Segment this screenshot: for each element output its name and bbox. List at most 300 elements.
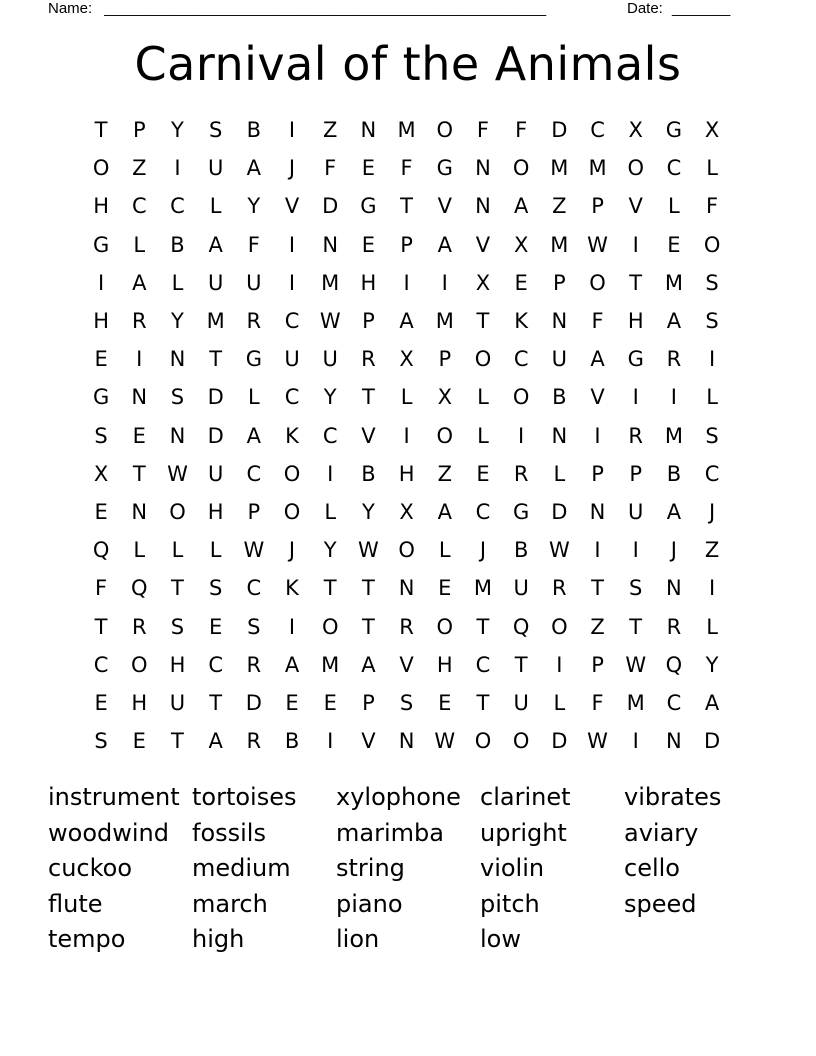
grid-letter[interactable]: L xyxy=(209,194,222,219)
grid-letter[interactable]: X xyxy=(437,385,452,410)
grid-letter[interactable]: U xyxy=(628,499,644,524)
grid-letter[interactable]: N xyxy=(398,576,415,601)
grid-letter[interactable]: I xyxy=(327,729,334,754)
grid-letter[interactable]: I xyxy=(403,270,410,295)
grid-letter[interactable]: O xyxy=(283,499,301,524)
grid-letter[interactable]: A xyxy=(437,232,452,257)
grid-letter[interactable]: H xyxy=(207,499,224,524)
grid-letter[interactable]: T xyxy=(171,729,184,754)
grid-letter[interactable]: M xyxy=(550,232,569,257)
grid-letter[interactable]: W xyxy=(548,538,570,563)
grid-letter[interactable]: C xyxy=(170,194,185,219)
grid-letter[interactable]: I xyxy=(518,423,525,448)
grid-letter[interactable]: X xyxy=(704,118,720,143)
grid-letter[interactable]: L xyxy=(668,194,680,219)
grid-letter[interactable]: O xyxy=(512,156,530,181)
grid-letter[interactable]: U xyxy=(207,461,224,486)
grid-letter[interactable]: A xyxy=(361,652,376,677)
grid-letter[interactable]: C xyxy=(246,461,262,486)
grid-letter[interactable]: P xyxy=(553,270,566,295)
grid-letter[interactable]: M xyxy=(664,270,683,295)
grid-letter[interactable]: H xyxy=(93,194,109,219)
grid-letter[interactable]: S xyxy=(705,423,719,448)
grid-letter[interactable]: P xyxy=(438,347,452,372)
grid-letter[interactable]: O xyxy=(474,729,492,754)
grid-letter[interactable]: L xyxy=(477,423,489,448)
grid-letter[interactable]: F xyxy=(324,156,337,181)
grid-letter[interactable]: T xyxy=(514,652,528,677)
grid-letter[interactable]: A xyxy=(399,309,414,334)
grid-letter[interactable]: Z xyxy=(590,614,605,639)
grid-letter[interactable]: C xyxy=(590,118,605,143)
grid-letter[interactable]: I xyxy=(708,347,716,372)
word-list-item: marimba xyxy=(336,818,444,847)
word-list-item: aviary xyxy=(624,818,699,847)
grid-letter[interactable]: S xyxy=(94,423,108,448)
grid-letter[interactable]: P xyxy=(591,461,604,486)
grid-letter[interactable]: V xyxy=(475,232,491,257)
grid-letter[interactable]: P xyxy=(362,309,375,334)
grid-letter[interactable]: O xyxy=(283,461,301,486)
grid-letter[interactable]: R xyxy=(361,347,376,372)
grid-letter[interactable]: Y xyxy=(171,118,184,143)
grid-letter[interactable]: P xyxy=(132,118,146,143)
grid-letter[interactable]: R xyxy=(246,729,262,754)
grid-letter[interactable]: R xyxy=(552,576,567,601)
grid-letter[interactable]: C xyxy=(284,309,300,334)
grid-letter[interactable]: T xyxy=(171,576,184,601)
word-list-item: low xyxy=(480,925,521,954)
grid-letter[interactable]: J xyxy=(479,538,487,563)
grid-letter[interactable]: H xyxy=(398,461,415,486)
grid-letter[interactable]: T xyxy=(323,576,337,601)
grid-letter[interactable]: S xyxy=(399,690,414,715)
grid-letter[interactable]: M xyxy=(473,576,493,601)
grid-letter[interactable]: N xyxy=(666,576,682,601)
grid-letter[interactable]: N xyxy=(131,499,148,524)
grid-letter[interactable]: E xyxy=(438,576,452,601)
grid-letter[interactable]: G xyxy=(360,194,377,219)
grid-letter[interactable]: L xyxy=(706,385,718,410)
grid-letter[interactable]: L xyxy=(171,538,184,563)
grid-letter[interactable]: O xyxy=(436,423,454,448)
grid-letter[interactable]: R xyxy=(666,614,682,639)
grid-letter[interactable]: G xyxy=(92,385,110,410)
grid-letter[interactable]: X xyxy=(399,347,414,372)
grid-letter[interactable]: U xyxy=(551,347,568,372)
grid-letter[interactable]: N xyxy=(131,385,148,410)
grid-letter[interactable]: X xyxy=(399,499,414,524)
grid-letter[interactable]: S xyxy=(705,309,719,334)
grid-letter[interactable]: O xyxy=(589,270,606,295)
grid-letter[interactable]: L xyxy=(171,270,184,295)
grid-letter[interactable]: E xyxy=(323,690,337,715)
grid-letter[interactable]: A xyxy=(246,423,262,448)
grid-letter[interactable]: D xyxy=(704,729,721,754)
grid-letter[interactable]: T xyxy=(476,690,490,715)
grid-letter[interactable]: I xyxy=(136,347,143,372)
grid-letter[interactable]: M xyxy=(206,309,225,334)
grid-letter[interactable]: T xyxy=(94,118,108,143)
grid-letter[interactable]: M xyxy=(321,652,340,677)
grid-letter[interactable]: N xyxy=(475,194,491,219)
page-title: Carnival of the Animals xyxy=(134,37,682,91)
grid-letter[interactable]: C xyxy=(131,194,147,219)
grid-letter[interactable]: I xyxy=(670,385,677,410)
grid-letter[interactable]: Q xyxy=(665,652,683,677)
grid-letter[interactable]: L xyxy=(553,461,566,486)
grid-letter[interactable]: W xyxy=(587,729,608,754)
grid-letter[interactable]: N xyxy=(551,423,568,448)
grid-letter[interactable]: T xyxy=(400,194,413,219)
grid-letter[interactable]: G xyxy=(245,347,262,372)
grid-letter[interactable]: G xyxy=(436,156,453,181)
grid-letter[interactable]: A xyxy=(437,499,452,524)
grid-letter[interactable]: S xyxy=(170,385,185,410)
grid-letter[interactable]: L xyxy=(209,538,222,563)
grid-letter[interactable]: A xyxy=(246,156,262,181)
grid-letter[interactable]: E xyxy=(132,423,146,448)
grid-letter[interactable]: K xyxy=(285,423,299,448)
grid-letter[interactable]: I xyxy=(288,614,296,639)
grid-letter[interactable]: T xyxy=(209,690,223,715)
grid-letter[interactable]: F xyxy=(591,309,604,334)
grid-letter[interactable]: P xyxy=(591,652,604,677)
grid-letter[interactable]: R xyxy=(131,309,147,334)
grid-letter[interactable]: I xyxy=(288,270,296,295)
grid-letter[interactable]: C xyxy=(513,347,529,372)
grid-letter[interactable]: U xyxy=(284,347,300,372)
grid-letter[interactable]: V xyxy=(361,423,376,448)
grid-letter[interactable]: M xyxy=(664,423,683,448)
grid-letter[interactable]: N xyxy=(551,309,568,334)
grid-letter[interactable]: E xyxy=(514,270,528,295)
grid-letter[interactable]: F xyxy=(515,118,528,143)
grid-letter[interactable]: H xyxy=(131,690,148,715)
grid-letter[interactable]: I xyxy=(556,652,563,677)
grid-letter[interactable]: R xyxy=(628,423,644,448)
grid-letter[interactable]: M xyxy=(626,690,645,715)
word-list-item: lion xyxy=(336,925,380,954)
grid-letter[interactable]: N xyxy=(475,156,491,181)
grid-letter[interactable]: N xyxy=(322,232,339,257)
grid-letter[interactable]: U xyxy=(169,690,186,715)
grid-letter[interactable]: L xyxy=(400,385,413,410)
grid-letter[interactable]: W xyxy=(319,309,341,334)
grid-letter[interactable]: I xyxy=(632,729,639,754)
date-input-line[interactable]: _______ xyxy=(672,0,731,17)
grid-letter[interactable]: N xyxy=(666,729,682,754)
grid-letter[interactable]: O xyxy=(512,385,530,410)
grid-letter[interactable]: J xyxy=(288,538,296,563)
grid-letter[interactable]: C xyxy=(246,576,262,601)
grid-letter[interactable]: I xyxy=(594,423,601,448)
grid-letter[interactable]: L xyxy=(133,538,146,563)
grid-letter[interactable]: O xyxy=(398,538,415,563)
grid-letter[interactable]: E xyxy=(285,690,299,715)
grid-letter[interactable]: Y xyxy=(323,385,337,410)
grid-letter[interactable]: C xyxy=(475,499,491,524)
grid-letter[interactable]: I xyxy=(632,385,639,410)
grid-letter[interactable]: R xyxy=(246,652,262,677)
grid-letter[interactable]: D xyxy=(551,499,568,524)
grid-letter[interactable]: K xyxy=(285,576,299,601)
grid-letter[interactable]: O xyxy=(321,614,339,639)
grid-letter[interactable]: S xyxy=(705,270,719,295)
grid-letter[interactable]: G xyxy=(92,232,110,257)
grid-letter[interactable]: D xyxy=(551,118,568,143)
word-list-item: instrument xyxy=(48,783,180,811)
grid-letter[interactable]: M xyxy=(321,270,340,295)
grid-letter[interactable]: N xyxy=(169,423,186,448)
grid-letter[interactable]: U xyxy=(207,270,224,295)
grid-letter[interactable]: R xyxy=(666,347,682,372)
grid-letter[interactable]: X xyxy=(628,118,643,143)
grid-letter[interactable]: D xyxy=(551,729,568,754)
grid-letter[interactable]: F xyxy=(706,194,719,219)
grid-letter[interactable]: W xyxy=(358,538,379,563)
grid-letter[interactable]: H xyxy=(360,270,377,295)
grid-letter[interactable]: D xyxy=(245,690,262,715)
grid-letter[interactable]: I xyxy=(97,270,105,295)
grid-letter[interactable]: T xyxy=(94,614,108,639)
grid-letter[interactable]: P xyxy=(362,690,375,715)
grid-letter[interactable]: H xyxy=(436,652,453,677)
grid-letter[interactable]: E xyxy=(438,690,452,715)
grid-letter[interactable]: O xyxy=(92,156,110,181)
grid-letter[interactable]: S xyxy=(247,614,261,639)
grid-letter[interactable]: I xyxy=(441,270,448,295)
grid-letter[interactable]: A xyxy=(208,232,223,257)
grid-letter[interactable]: A xyxy=(513,194,529,219)
grid-letter[interactable]: A xyxy=(704,690,720,715)
grid-letter[interactable]: U xyxy=(207,156,224,181)
grid-letter[interactable]: I xyxy=(288,232,296,257)
grid-letter[interactable]: E xyxy=(667,232,681,257)
grid-letter[interactable]: Y xyxy=(247,194,261,219)
grid-letter[interactable]: J xyxy=(670,538,677,563)
grid-letter[interactable]: Y xyxy=(361,499,375,524)
grid-letter[interactable]: Z xyxy=(132,156,147,181)
grid-letter[interactable]: F xyxy=(95,576,108,601)
grid-letter[interactable]: L xyxy=(477,385,489,410)
grid-letter[interactable]: W xyxy=(167,461,188,486)
grid-letter[interactable]: L xyxy=(553,690,566,715)
grid-letter[interactable]: G xyxy=(513,499,530,524)
grid-letter[interactable]: X xyxy=(93,461,109,486)
grid-letter[interactable]: Q xyxy=(131,576,148,601)
grid-letter[interactable]: S xyxy=(170,614,185,639)
grid-letter[interactable]: M xyxy=(588,156,607,181)
grid-letter[interactable]: B xyxy=(170,232,185,257)
grid-letter[interactable]: C xyxy=(284,385,300,410)
grid-letter[interactable]: E xyxy=(361,156,376,181)
grid-letter[interactable]: L xyxy=(324,499,337,524)
grid-letter[interactable]: A xyxy=(284,652,300,677)
grid-letter[interactable]: E xyxy=(94,347,108,372)
grid-letter[interactable]: L xyxy=(247,385,260,410)
grid-letter[interactable]: O xyxy=(703,232,721,257)
grid-letter[interactable]: Z xyxy=(437,461,452,486)
name-input-line[interactable]: _____________________________________________________ xyxy=(104,0,547,17)
grid-letter[interactable]: K xyxy=(514,309,529,334)
grid-letter[interactable]: I xyxy=(632,232,639,257)
grid-letter[interactable]: E xyxy=(476,461,490,486)
grid-letter[interactable]: A xyxy=(208,729,223,754)
grid-letter[interactable]: C xyxy=(666,156,682,181)
word-list-item: woodwind xyxy=(48,818,169,847)
grid-letter[interactable]: R xyxy=(246,309,262,334)
word-list-item: fossils xyxy=(192,818,266,847)
grid-letter[interactable]: U xyxy=(246,270,262,295)
grid-letter[interactable]: I xyxy=(174,156,181,181)
grid-letter[interactable]: T xyxy=(476,309,490,334)
grid-letter[interactable]: D xyxy=(322,194,339,219)
grid-letter[interactable]: C xyxy=(475,652,491,677)
grid-letter[interactable]: Y xyxy=(171,309,184,334)
grid-letter[interactable]: S xyxy=(208,576,223,601)
grid-letter[interactable]: U xyxy=(513,690,529,715)
grid-letter[interactable]: M xyxy=(397,118,416,143)
grid-letter[interactable]: N xyxy=(360,118,377,143)
grid-letter[interactable]: W xyxy=(434,729,456,754)
grid-letter[interactable]: C xyxy=(704,461,720,486)
grid-letter[interactable]: V xyxy=(590,385,605,410)
grid-letter[interactable]: I xyxy=(403,423,410,448)
grid-letter[interactable]: V xyxy=(361,729,376,754)
grid-letter[interactable]: H xyxy=(627,309,644,334)
grid-letter[interactable]: O xyxy=(512,729,530,754)
grid-letter[interactable]: H xyxy=(169,652,186,677)
grid-letter[interactable]: C xyxy=(93,652,109,677)
grid-letter[interactable]: B xyxy=(361,461,376,486)
grid-letter[interactable]: O xyxy=(131,652,148,677)
grid-letter[interactable]: Z xyxy=(704,538,720,563)
grid-letter[interactable]: B xyxy=(552,385,567,410)
grid-letter[interactable]: M xyxy=(435,309,454,334)
grid-letter[interactable]: T xyxy=(132,461,146,486)
grid-letter[interactable]: T xyxy=(591,576,604,601)
grid-letter[interactable]: W xyxy=(587,232,608,257)
grid-letter[interactable]: B xyxy=(284,729,300,754)
grid-letter[interactable]: E xyxy=(361,232,376,257)
grid-letter[interactable]: S xyxy=(629,576,643,601)
grid-letter[interactable]: Z xyxy=(323,118,338,143)
grid-letter[interactable]: H xyxy=(93,309,109,334)
grid-letter[interactable]: A xyxy=(590,347,605,372)
word-list-item: piano xyxy=(336,889,403,918)
grid-letter[interactable]: F xyxy=(591,690,604,715)
grid-letter[interactable]: D xyxy=(207,423,224,448)
grid-letter[interactable]: D xyxy=(207,385,224,410)
grid-letter[interactable]: M xyxy=(550,156,569,181)
grid-letter[interactable]: L xyxy=(706,156,718,181)
grid-letter[interactable]: R xyxy=(513,461,529,486)
grid-letter[interactable]: N xyxy=(589,499,606,524)
grid-letter[interactable]: Y xyxy=(705,652,719,677)
grid-letter[interactable]: O xyxy=(474,347,492,372)
grid-letter[interactable]: F xyxy=(247,232,260,257)
grid-letter[interactable]: Y xyxy=(323,538,337,563)
grid-letter[interactable]: L xyxy=(438,538,451,563)
grid-letter[interactable]: A xyxy=(666,309,682,334)
grid-letter[interactable]: O xyxy=(436,118,454,143)
grid-letter[interactable]: W xyxy=(243,538,265,563)
grid-letter[interactable]: J xyxy=(288,156,296,181)
grid-letter[interactable]: O xyxy=(436,614,454,639)
grid-letter[interactable]: I xyxy=(632,538,639,563)
grid-letter[interactable]: T xyxy=(361,576,375,601)
grid-letter[interactable]: B xyxy=(666,461,682,486)
grid-letter[interactable]: O xyxy=(627,156,644,181)
grid-letter[interactable]: I xyxy=(708,576,716,601)
grid-letter[interactable]: V xyxy=(284,194,300,219)
grid-letter[interactable]: Q xyxy=(512,614,530,639)
grid-letter[interactable]: I xyxy=(288,118,296,143)
grid-letter[interactable]: Z xyxy=(552,194,567,219)
grid-letter[interactable]: L xyxy=(706,614,718,639)
grid-letter[interactable]: U xyxy=(513,576,529,601)
grid-letter[interactable]: B xyxy=(513,538,529,563)
grid-letter[interactable]: E xyxy=(132,729,146,754)
grid-letter[interactable]: C xyxy=(208,652,223,677)
grid-letter[interactable]: O xyxy=(551,614,568,639)
grid-letter[interactable]: E xyxy=(209,614,223,639)
grid-letter[interactable]: S xyxy=(208,118,223,143)
grid-letter[interactable]: N xyxy=(398,729,415,754)
grid-letter[interactable]: T xyxy=(361,385,375,410)
grid-letter[interactable]: L xyxy=(133,232,146,257)
grid-letter[interactable]: G xyxy=(665,118,683,143)
grid-letter[interactable]: C xyxy=(322,423,338,448)
grid-letter[interactable]: T xyxy=(476,614,490,639)
grid-letter[interactable]: V xyxy=(437,194,452,219)
grid-letter[interactable]: P xyxy=(591,194,604,219)
grid-letter[interactable]: F xyxy=(476,118,490,143)
grid-letter[interactable]: T xyxy=(629,270,643,295)
grid-letter[interactable]: B xyxy=(246,118,262,143)
grid-letter[interactable]: A xyxy=(132,270,147,295)
grid-letter[interactable]: R xyxy=(131,614,147,639)
grid-letter[interactable]: O xyxy=(169,499,186,524)
grid-letter[interactable]: I xyxy=(327,461,334,486)
grid-letter[interactable]: F xyxy=(400,156,413,181)
grid-letter[interactable]: T xyxy=(209,347,223,372)
grid-letter[interactable]: X xyxy=(475,270,491,295)
grid-letter[interactable]: X xyxy=(513,232,529,257)
grid-letter[interactable]: T xyxy=(629,614,643,639)
grid-letter[interactable]: V xyxy=(628,194,643,219)
grid-letter[interactable]: Q xyxy=(92,538,110,563)
grid-letter[interactable]: E xyxy=(94,690,108,715)
grid-letter[interactable]: I xyxy=(594,538,601,563)
grid-letter[interactable]: V xyxy=(399,652,414,677)
grid-letter[interactable]: P xyxy=(247,499,261,524)
grid-letter[interactable]: E xyxy=(94,499,108,524)
grid-letter[interactable]: S xyxy=(94,729,108,754)
grid-letter[interactable]: G xyxy=(627,347,644,372)
grid-letter[interactable]: P xyxy=(629,461,643,486)
grid-letter[interactable]: N xyxy=(169,347,186,372)
grid-letter[interactable]: J xyxy=(708,499,716,524)
grid-letter[interactable]: C xyxy=(666,690,682,715)
grid-letter[interactable]: A xyxy=(666,499,682,524)
grid-letter[interactable]: T xyxy=(361,614,375,639)
grid-letter[interactable]: U xyxy=(322,347,338,372)
grid-letter[interactable]: P xyxy=(400,232,413,257)
grid-letter[interactable]: W xyxy=(625,652,647,677)
grid-letter[interactable]: R xyxy=(399,614,414,639)
